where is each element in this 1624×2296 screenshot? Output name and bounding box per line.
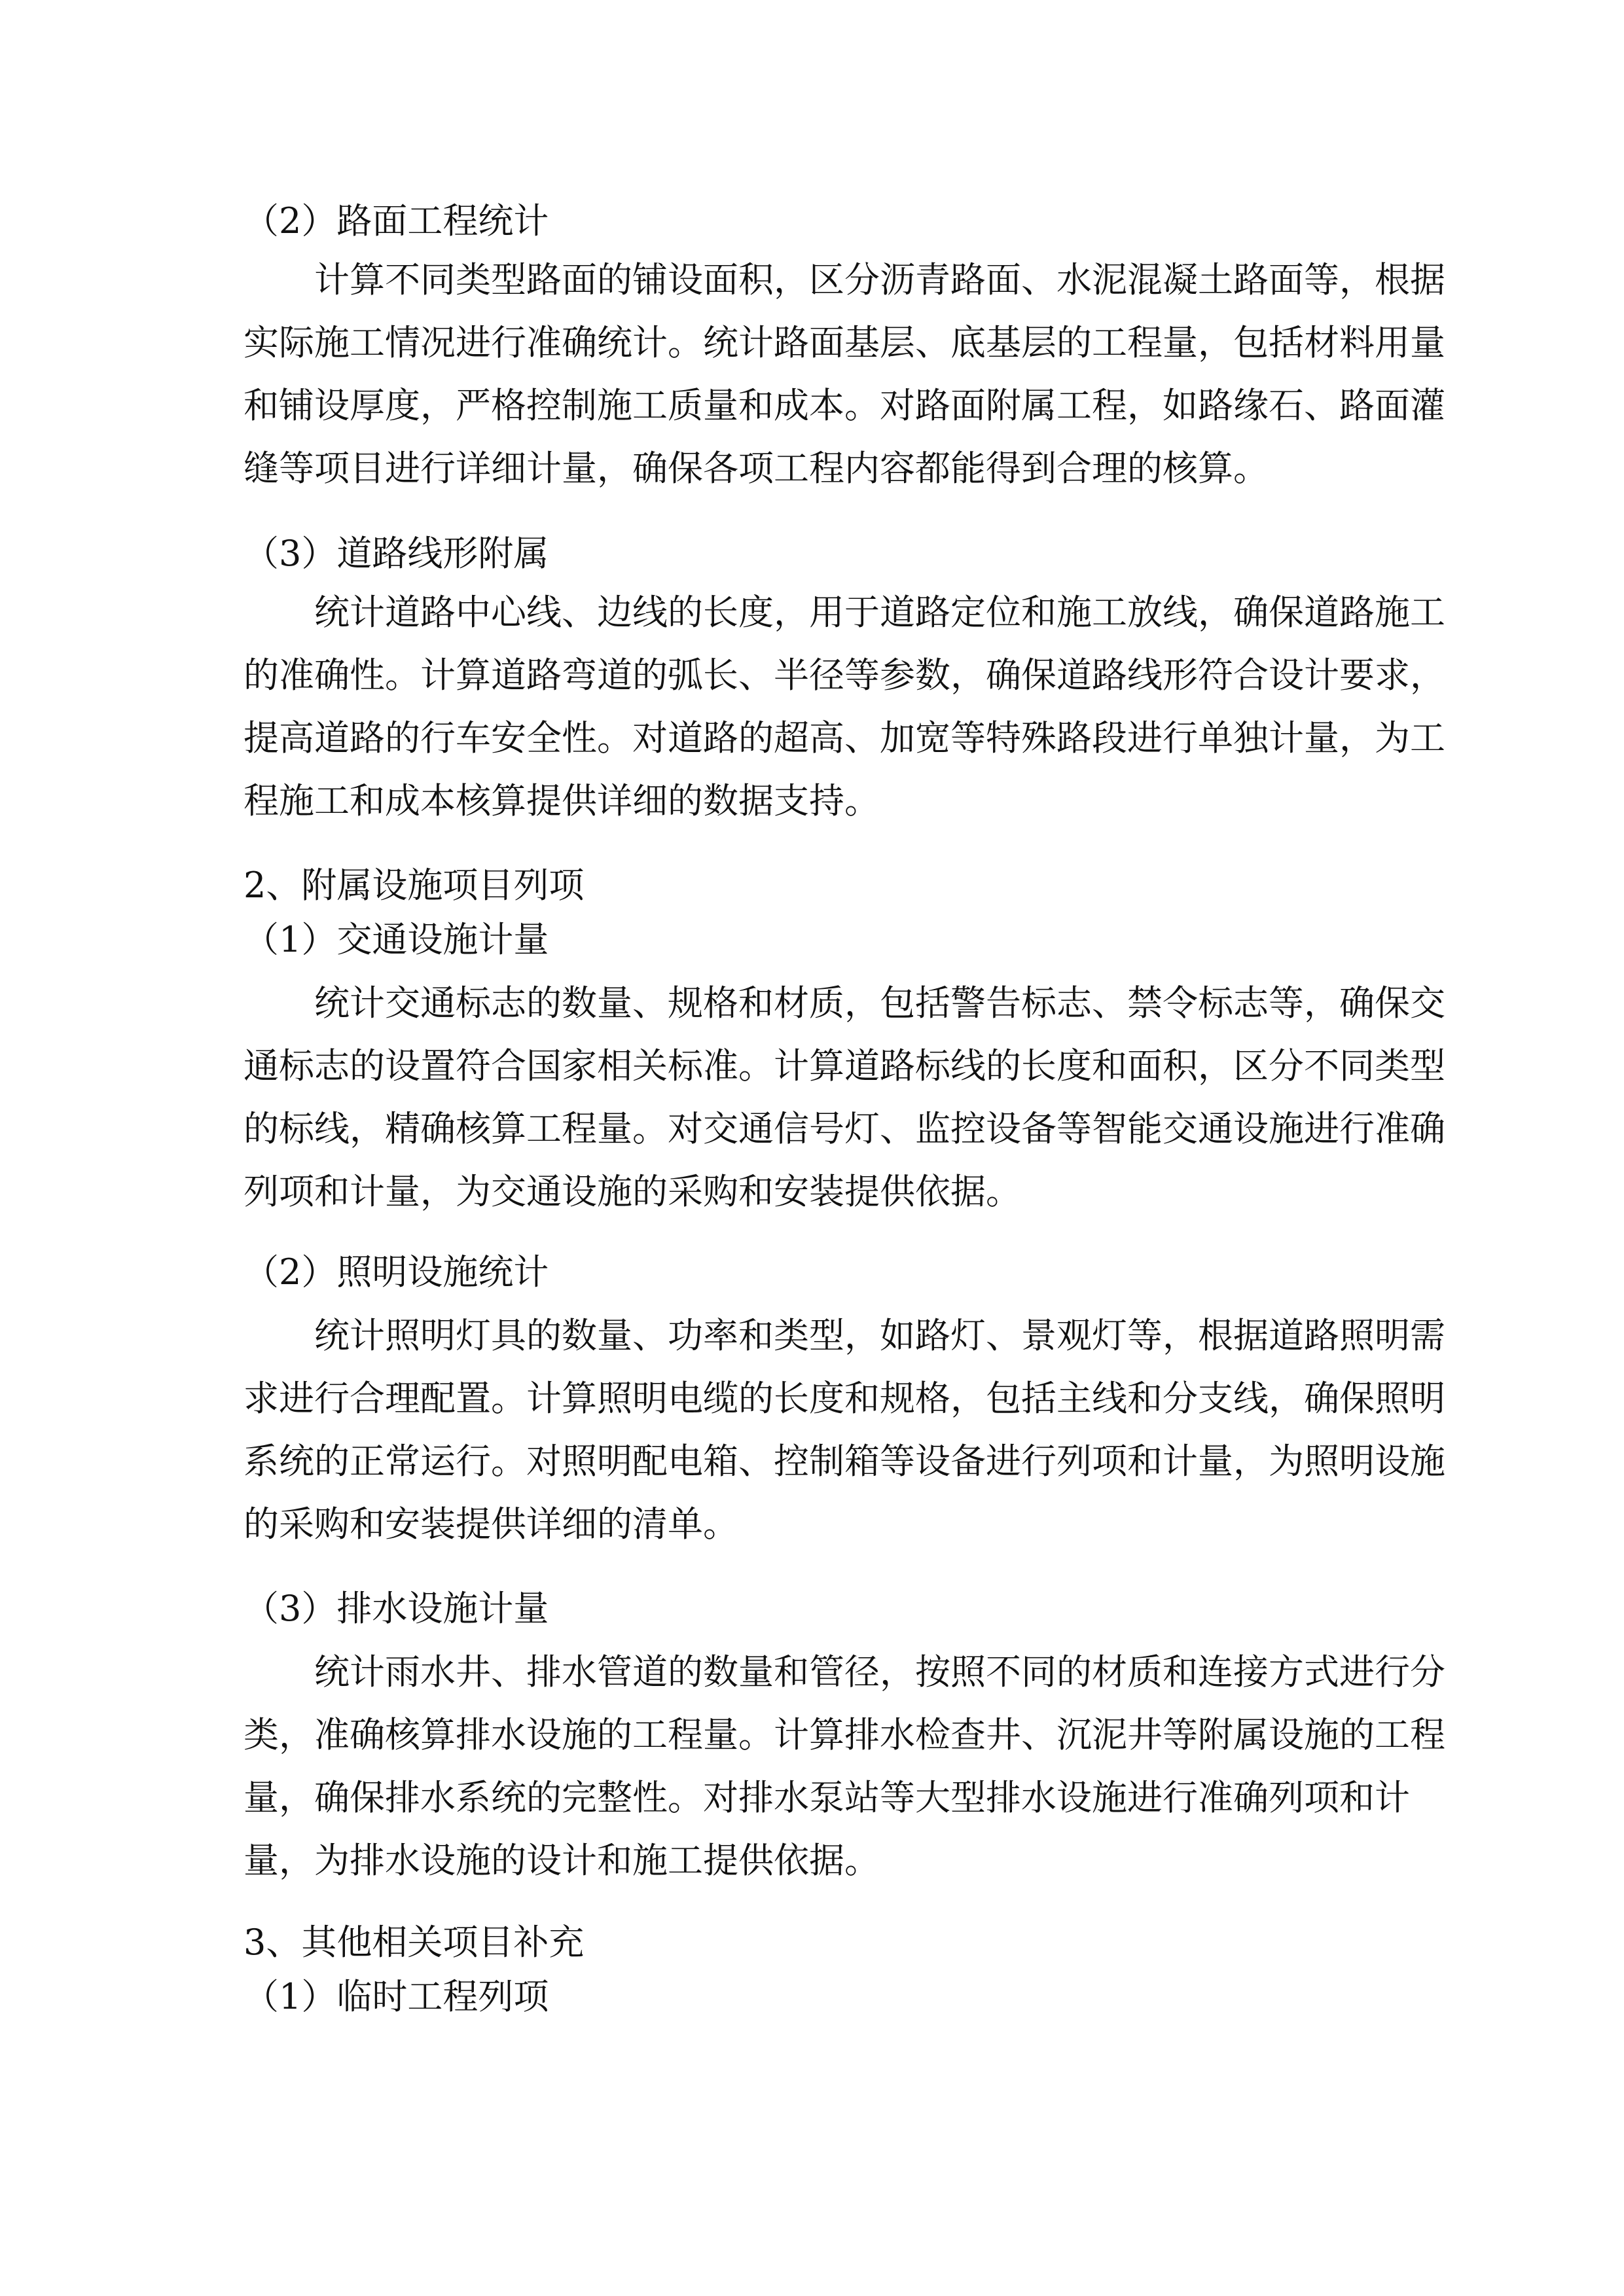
paragraph xyxy=(244,1641,1445,1892)
section-heading: （1）交通设施计量 xyxy=(244,919,549,960)
text-line: 提高道路的行车安全性。对道路的超高、加宽等特殊路段进行单独计量，为工 xyxy=(244,717,1445,759)
text-line: 缝等项目进行详细计量，确保各项工程内容都能得到合理的核算。 xyxy=(244,448,1269,489)
text-line: 统计雨水井、排水管道的数量和管径，按照不同的材质和连接方式进行分 xyxy=(314,1651,1445,1693)
text-line: 程施工和成本核算提供详细的数据支持。 xyxy=(244,780,880,821)
section-heading: （1）临时工程列项 xyxy=(244,1976,549,2017)
section-heading: （3）排水设施计量 xyxy=(244,1588,549,1629)
text-line: 类，准确核算排水设施的工程量。计算排水检查井、沉泥井等附属设施的工程 xyxy=(244,1714,1445,1755)
text-line: 实际施工情况进行准确统计。统计路面基层、底基层的工程量，包括材料用量 xyxy=(244,322,1445,363)
text-line: 系统的正常运行。对照明配电箱、控制箱等设备进行列项和计量，为照明设施 xyxy=(244,1441,1445,1482)
text-line: 计算不同类型路面的铺设面积，区分沥青路面、水泥混凝土路面等，根据 xyxy=(314,259,1445,300)
paragraph xyxy=(244,1304,1445,1556)
paragraph xyxy=(244,972,1445,1223)
text-line: 统计照明灯具的数量、功率和类型，如路灯、景观灯等，根据道路照明需 xyxy=(314,1315,1445,1356)
text-line: 的准确性。计算道路弯道的弧长、半径等参数，确保道路线形符合设计要求， xyxy=(244,655,1445,696)
paragraph xyxy=(244,581,1445,833)
text-line: 通标志的设置符合国家相关标准。计算道路标线的长度和面积，区分不同类型 xyxy=(244,1045,1445,1086)
text-line: 列项和计量，为交通设施的采购和安装提供依据。 xyxy=(244,1171,1021,1212)
text-line: 量，为排水设施的设计和施工提供依据。 xyxy=(244,1840,880,1881)
text-line: 量，确保排水系统的完整性。对排水泵站等大型排水设施进行准确列项和计 xyxy=(244,1777,1410,1818)
text-line: 统计交通标志的数量、规格和材质，包括警告标志、禁令标志等，确保交 xyxy=(314,982,1445,1024)
text-line: 的采购和安装提供详细的清单。 xyxy=(244,1503,738,1545)
section-heading: （3）道路线形附属 xyxy=(244,533,549,574)
text-line: 统计道路中心线、边线的长度，用于道路定位和施工放线，确保道路施工 xyxy=(314,592,1445,633)
section-heading: 2、附属设施项目列项 xyxy=(244,865,585,906)
section-heading: （2）照明设施统计 xyxy=(244,1251,549,1293)
text-line: 和铺设厚度，严格控制施工质量和成本。对路面附属工程，如路缘石、路面灌 xyxy=(244,385,1445,426)
text-line: 求进行合理配置。计算照明电缆的长度和规格，包括主线和分支线，确保照明 xyxy=(244,1378,1445,1419)
paragraph xyxy=(244,249,1445,500)
text-line: 的标线，精确核算工程量。对交通信号灯、监控设备等智能交通设施进行准确 xyxy=(244,1108,1445,1149)
section-heading: 3、其他相关项目补充 xyxy=(244,1922,585,1963)
section-heading: （2）路面工程统计 xyxy=(244,200,549,242)
